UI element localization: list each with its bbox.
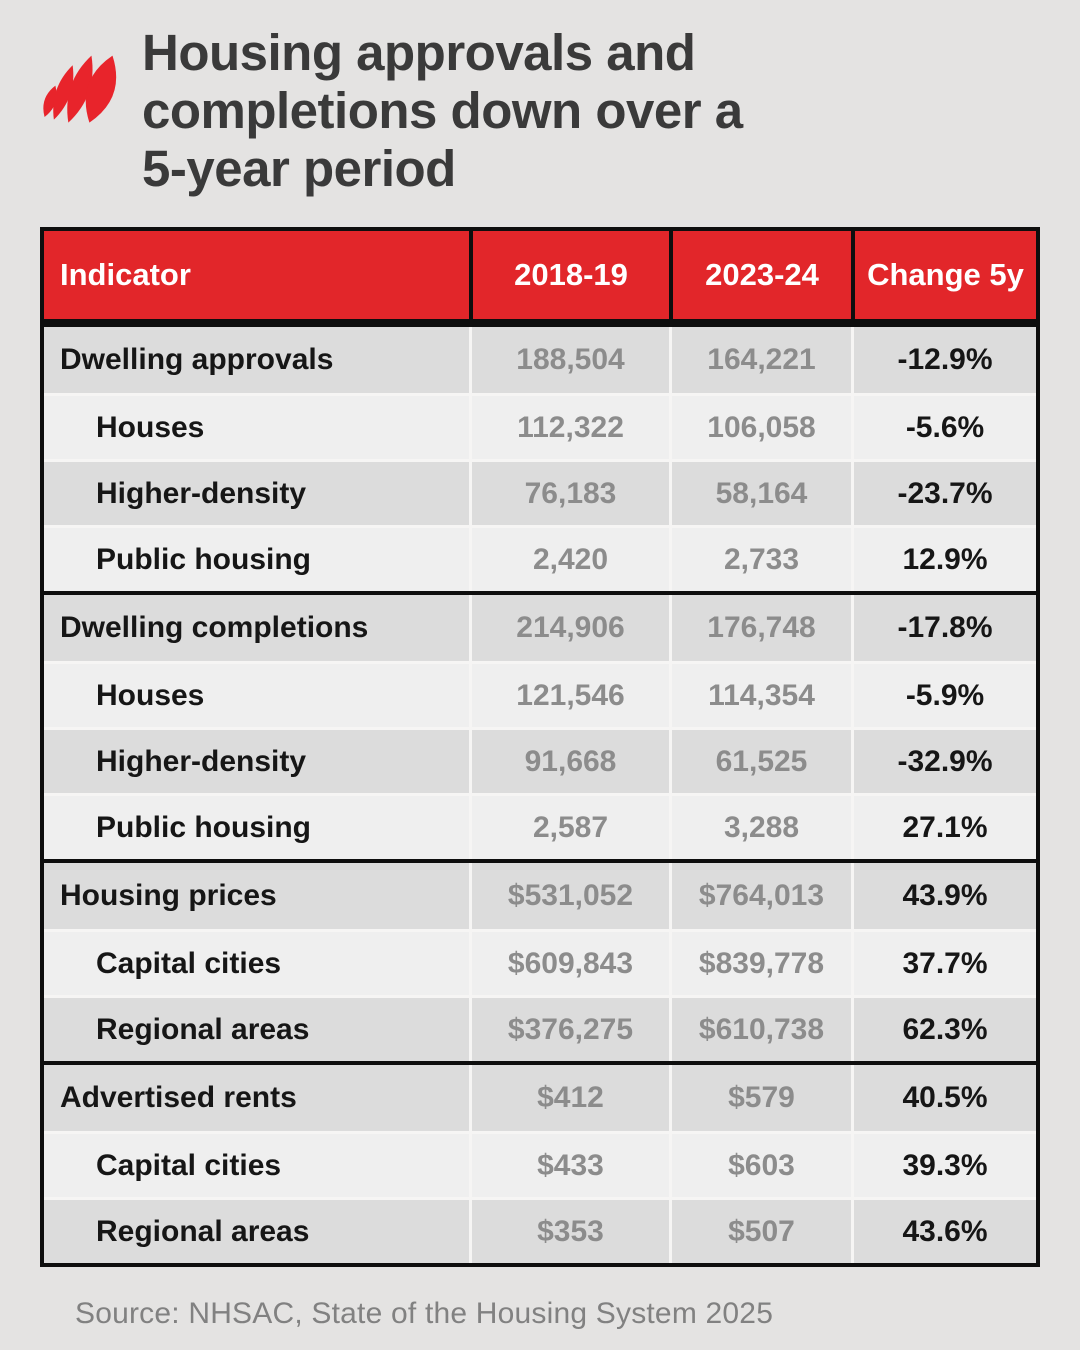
value-2018-19: $412 <box>469 1065 669 1131</box>
column-header-indicator: Indicator <box>60 257 191 292</box>
section-dwelling-completions <box>44 591 1036 859</box>
value-change: -5.6% <box>851 396 1036 459</box>
row-label: Capital cities <box>96 1148 282 1182</box>
row-label: Houses <box>96 410 205 444</box>
value-2023-24: $507 <box>669 1200 851 1263</box>
title-line-1: Housing approvals and <box>142 24 696 81</box>
value-change: -17.8% <box>851 595 1036 661</box>
section-housing-prices <box>44 859 1036 1061</box>
section-advertised-rents <box>44 1061 1036 1263</box>
value-2018-19: 214,906 <box>469 595 669 661</box>
row-label: Public housing <box>96 810 311 844</box>
table-row <box>44 595 1036 661</box>
row-label: Dwelling completions <box>60 611 369 644</box>
section-dwelling-approvals <box>44 323 1036 591</box>
row-label: Regional areas <box>96 1012 310 1046</box>
value-2018-19: 112,322 <box>469 396 669 459</box>
value-2023-24: 164,221 <box>669 327 851 393</box>
value-2018-19: 188,504 <box>469 327 669 393</box>
value-2023-24: 58,164 <box>669 462 851 525</box>
row-label: Capital cities <box>96 946 282 980</box>
value-2018-19: 2,420 <box>469 528 669 591</box>
table-row <box>44 661 1036 727</box>
value-change: 40.5% <box>851 1065 1036 1131</box>
value-change: 39.3% <box>851 1134 1036 1197</box>
value-change: 43.9% <box>851 863 1036 929</box>
value-change: 12.9% <box>851 528 1036 591</box>
value-change: 62.3% <box>851 998 1036 1061</box>
value-2018-19: 2,587 <box>469 796 669 859</box>
table-row <box>44 995 1036 1061</box>
value-change: 27.1% <box>851 796 1036 859</box>
value-change: -5.9% <box>851 664 1036 727</box>
table-row <box>44 929 1036 995</box>
value-2018-19: 121,546 <box>469 664 669 727</box>
table-header-row <box>44 231 1036 323</box>
table-row <box>44 727 1036 793</box>
value-2023-24: 176,748 <box>669 595 851 661</box>
value-2023-24: 106,058 <box>669 396 851 459</box>
housing-data-table <box>40 227 1040 1267</box>
table-row <box>44 459 1036 525</box>
value-2018-19: $376,275 <box>469 998 669 1061</box>
value-2023-24: $610,738 <box>669 998 851 1061</box>
row-label: Housing prices <box>60 879 277 912</box>
masthead <box>0 0 1080 198</box>
value-2023-24: 2,733 <box>669 528 851 591</box>
value-2018-19: 76,183 <box>469 462 669 525</box>
table-row <box>44 393 1036 459</box>
value-change: 37.7% <box>851 932 1036 995</box>
column-header-change-5y: Change 5y <box>851 231 1036 319</box>
row-label: Higher-density <box>96 476 307 510</box>
sbs-logo <box>40 42 122 134</box>
row-label: Houses <box>96 678 205 712</box>
row-label: Regional areas <box>96 1214 310 1248</box>
column-header-2023-24: 2023-24 <box>669 231 851 319</box>
column-header-2018-19: 2018-19 <box>469 231 669 319</box>
value-2023-24: $764,013 <box>669 863 851 929</box>
value-2023-24: $579 <box>669 1065 851 1131</box>
source-attribution: Source: NHSAC, State of the Housing System 2025 <box>75 1297 774 1330</box>
value-2018-19: $609,843 <box>469 932 669 995</box>
row-label: Public housing <box>96 542 311 576</box>
table-row <box>44 863 1036 929</box>
row-label: Dwelling approvals <box>60 343 334 376</box>
value-2018-19: $433 <box>469 1134 669 1197</box>
value-2023-24: 114,354 <box>669 664 851 727</box>
value-change: 43.6% <box>851 1200 1036 1263</box>
value-2018-19: $531,052 <box>469 863 669 929</box>
value-2018-19: 91,668 <box>469 730 669 793</box>
value-2023-24: $839,778 <box>669 932 851 995</box>
title-line-3: 5-year period <box>142 140 456 197</box>
table-row <box>44 1197 1036 1263</box>
title-line-2: completions down over a <box>142 82 743 139</box>
value-2023-24: $603 <box>669 1134 851 1197</box>
table-row <box>44 793 1036 859</box>
table-row <box>44 525 1036 591</box>
table-row <box>44 1065 1036 1131</box>
value-2023-24: 61,525 <box>669 730 851 793</box>
value-change: -12.9% <box>851 327 1036 393</box>
value-change: -23.7% <box>851 462 1036 525</box>
table-row <box>44 1131 1036 1197</box>
row-label: Higher-density <box>96 744 307 778</box>
page-title <box>142 24 743 198</box>
table-row <box>44 327 1036 393</box>
value-change: -32.9% <box>851 730 1036 793</box>
row-label: Advertised rents <box>60 1081 297 1114</box>
value-2018-19: $353 <box>469 1200 669 1263</box>
value-2023-24: 3,288 <box>669 796 851 859</box>
sbs-logo-icon <box>40 42 122 134</box>
